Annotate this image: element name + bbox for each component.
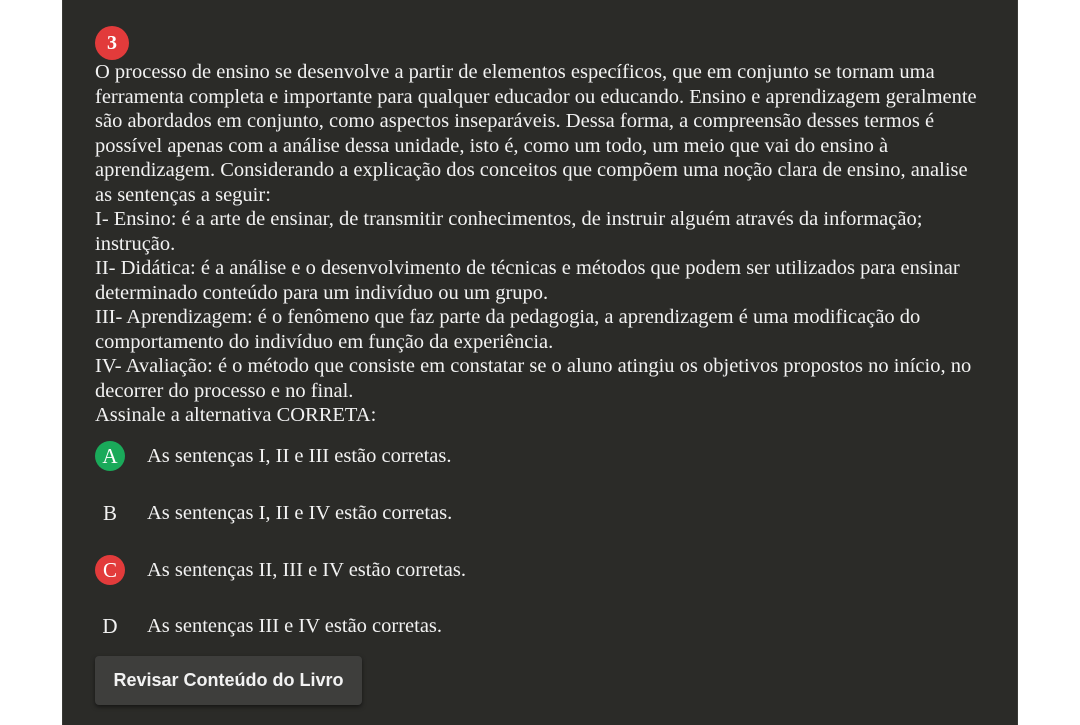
question-number-badge: 3: [95, 26, 129, 60]
review-book-content-button[interactable]: Revisar Conteúdo do Livro: [95, 656, 362, 705]
option-c[interactable]: [95, 554, 695, 586]
option-d-text: As sentenças III e IV estão corretas.: [147, 614, 443, 637]
option-a-text: As sentenças I, II e III estão corretas.: [147, 444, 452, 467]
option-d-letter: D: [102, 613, 118, 638]
option-a-letter: A: [95, 441, 125, 471]
sentence-iii: III- Aprendizagem: é o fenômeno que faz parte da pedagogia, a aprendizagem é uma modificação do comportamento do indivíduo em função da experiência.: [95, 306, 921, 353]
option-a[interactable]: [95, 440, 695, 472]
stem-intro: O processo de ensino se desenvolve a partir de elementos específicos, que em conjunto se tornam uma ferramenta completa e importante para qualquer educador ou educando. Ensino e aprendizagem geralmente são abordados em conjunto, como aspectos inseparáveis. Dessa forma, a compreensão desses termos é possível apenas com a análise dessa unidade, isto é, como um todo, um meio que vai do ensino à aprendizagem. Considerando a explicação dos conceitos que compõem uma noção clara de ensino, analise as sentenças a seguir:: [95, 61, 977, 206]
stem-instruction: Assinale a alternativa CORRETA:: [95, 404, 377, 426]
option-b[interactable]: [95, 497, 695, 529]
sentence-i: I- Ensino: é a arte de ensinar, de transmitir conhecimentos, de instruir alguém através da informação; instrução.: [95, 208, 923, 255]
sentence-iv: IV- Avaliação: é o método que consiste em constatar se o aluno atingiu os objetivos propostos no início, no decorrer do processo e no final.: [95, 355, 972, 402]
option-d[interactable]: [95, 610, 695, 642]
option-c-text: As sentenças II, III e IV estão corretas.: [147, 558, 466, 581]
option-b-letter: B: [102, 500, 117, 525]
option-c-letter: C: [95, 555, 125, 585]
option-b-text: As sentenças I, II e IV estão corretas.: [147, 501, 453, 524]
sentence-ii: II- Didática: é a análise e o desenvolvimento de técnicas e métodos que podem ser utilizados para ensinar determinado conteúdo para um indivíduo ou um grupo.: [95, 257, 960, 304]
question-stem: [95, 60, 985, 428]
